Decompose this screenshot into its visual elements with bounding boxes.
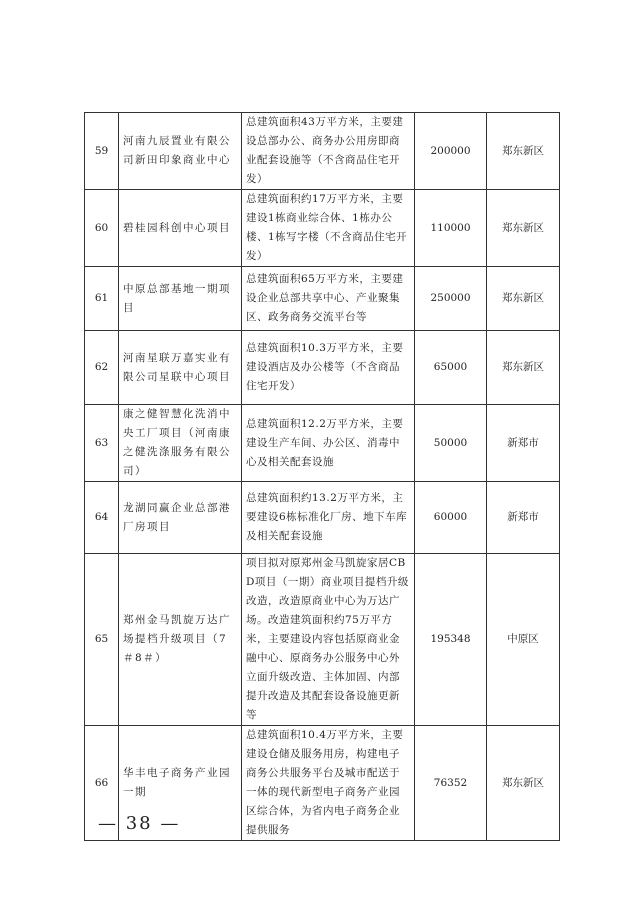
project-area: 郑东新区: [487, 726, 560, 841]
project-area: 中原区: [487, 554, 560, 726]
project-name: 华丰电子商务产业园一期: [119, 726, 242, 841]
project-area: 新郑市: [487, 405, 560, 482]
investment-amount: 250000: [415, 267, 487, 331]
row-number: 65: [85, 554, 119, 726]
investment-amount: 195348: [415, 554, 487, 726]
project-area: 郑东新区: [487, 267, 560, 331]
project-name: 中原总部基地一期项目: [119, 267, 242, 331]
project-description: 总建筑面积约13.2万平方米，主要建设6栋标准化厂房、地下车库及相关配套设施: [242, 482, 415, 554]
table-row: [85, 331, 560, 405]
investment-amount: 50000: [415, 405, 487, 482]
project-description: 总建筑面积43万平方米，主要建设总部办公、商务办公用房即商业配套设施等（不含商品住宅开发）: [242, 113, 415, 190]
project-area: 郑东新区: [487, 190, 560, 267]
table-row: [85, 267, 560, 331]
project-name: 龙湖同赢企业总部港厂房项目: [119, 482, 242, 554]
project-description: 总建筑面积10.4万平方米，主要建设仓储及服务用房，构建电子商务公共服务平台及城市配送于一体的现代新型电子商务产业园区综合体，为省内电子商务企业提供服务: [242, 726, 415, 841]
project-description: 总建筑面积10.3万平方米，主要建设酒店及办公楼等（不含商品住宅开发）: [242, 331, 415, 405]
investment-amount: 76352: [415, 726, 487, 841]
table-row: [85, 482, 560, 554]
row-number: 59: [85, 113, 119, 190]
row-number: 60: [85, 190, 119, 267]
table-row: [85, 113, 560, 190]
investment-amount: 110000: [415, 190, 487, 267]
table-row: [85, 190, 560, 267]
project-name: 河南星联万嘉实业有限公司星联中心项目: [119, 331, 242, 405]
project-name: 河南九辰置业有限公司新田印象商业中心: [119, 113, 242, 190]
project-table: [84, 112, 560, 841]
investment-amount: 65000: [415, 331, 487, 405]
row-number: 61: [85, 267, 119, 331]
table-row: [85, 554, 560, 726]
project-name: 康之健智慧化洗消中央工厂项目（河南康之健洗涤服务有限公司）: [119, 405, 242, 482]
project-name: 碧桂园科创中心项目: [119, 190, 242, 267]
row-number: 62: [85, 331, 119, 405]
row-number: 64: [85, 482, 119, 554]
investment-amount: 60000: [415, 482, 487, 554]
project-description: 总建筑面积12.2万平方米，主要建设生产车间、办公区、消毒中心及相关配套设施: [242, 405, 415, 482]
row-number: 66: [85, 726, 119, 841]
project-area: 郑东新区: [487, 113, 560, 190]
investment-amount: 200000: [415, 113, 487, 190]
project-name: 郑州金马凯旋万达广场提档升级项目（7＃8＃）: [119, 554, 242, 726]
row-number: 63: [85, 405, 119, 482]
project-description: 项目拟对原郑州金马凯旋家居CBD项目（一期）商业项目提档升级改造，改造原商业中心为万达广场。改造建筑面积约75万平方米，主要建设内容包括原商业金融中心、原商务办公服务中心外立面升级改造、主体加固、内部提升改造及其配套设备设施更新等: [242, 554, 415, 726]
page-number: — 38 —: [98, 813, 181, 834]
project-description: 总建筑面积65万平方米，主要建设企业总部共享中心、产业聚集区、政务商务交流平台等: [242, 267, 415, 331]
project-description: 总建筑面积约17万平方米，主要建设1栋商业综合体、1栋办公楼、1栋写字楼（不含商品住宅开发）: [242, 190, 415, 267]
table-row: [85, 405, 560, 482]
project-area: 郑东新区: [487, 331, 560, 405]
project-area: 新郑市: [487, 482, 560, 554]
